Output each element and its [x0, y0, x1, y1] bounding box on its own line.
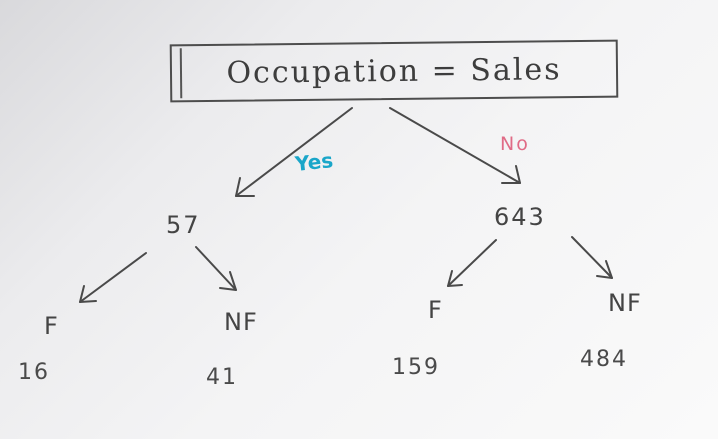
edge-label-yes: Yes [293, 148, 335, 176]
leaf-no-f-label: F [428, 296, 443, 324]
root-node [170, 40, 619, 103]
edge-no-to-f [448, 240, 496, 286]
leaf-no-nf-value: 484 [580, 347, 628, 372]
edge-yes-to-nf [196, 247, 236, 290]
leaf-yes-f-label: F [44, 312, 59, 340]
leaf-no-nf-label: NF [608, 289, 642, 317]
edge-no-to-nf [572, 237, 612, 278]
leaf-yes-nf-label: NF [224, 308, 258, 336]
leaf-no-f-value: 159 [392, 355, 440, 380]
edge-label-no: No [500, 133, 530, 155]
root-node-label: Occupation = Sales [226, 52, 562, 91]
edge-yes-to-f [80, 253, 146, 302]
leaf-yes-nf-value: 41 [206, 365, 238, 390]
leaf-yes-f-value: 16 [18, 360, 50, 385]
no-branch-count: 643 [494, 203, 546, 231]
yes-branch-count: 57 [166, 211, 201, 239]
